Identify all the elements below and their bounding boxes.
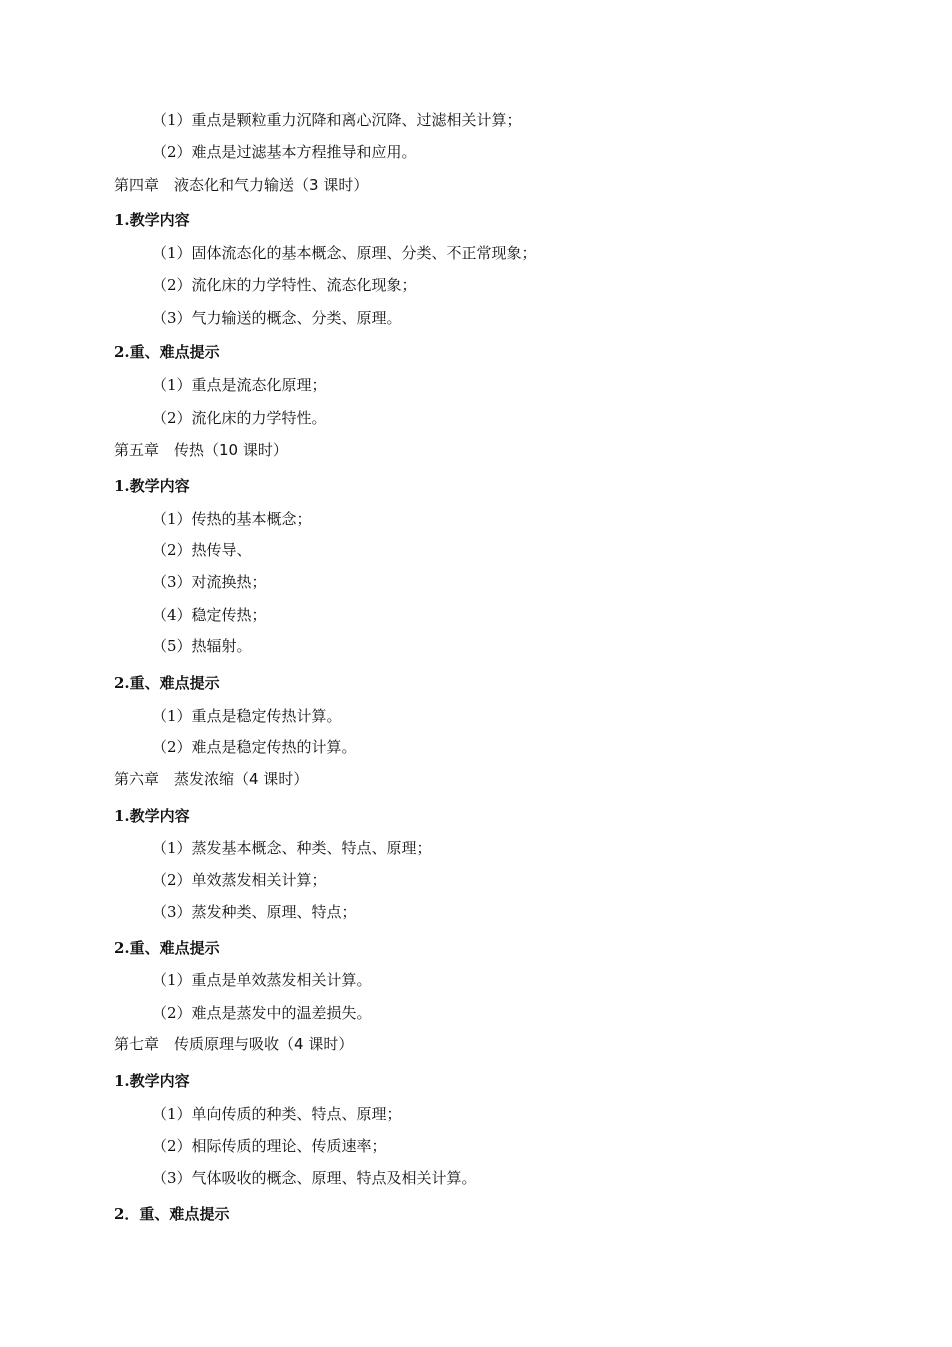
section-heading: 1.教学内容 [114, 211, 190, 229]
list-item: （2）单效蒸发相关计算； [152, 871, 327, 889]
list-item: （3）气力输送的概念、分类、原理。 [152, 309, 402, 327]
list-item: （2）相际传质的理论、传质速率； [152, 1137, 387, 1155]
section-heading: 1.教学内容 [114, 1072, 190, 1090]
section-heading: 2.重、难点提示 [114, 343, 220, 361]
list-item: （1）单向传质的种类、特点、原理； [152, 1105, 402, 1123]
list-item: （3）气体吸收的概念、原理、特点及相关计算。 [152, 1169, 477, 1187]
list-item: （1）重点是流态化原理； [152, 376, 327, 394]
list-item: （2）难点是蒸发中的温差损失。 [152, 1004, 372, 1022]
list-item: （1）固体流态化的基本概念、原理、分类、不正常现象； [152, 244, 537, 262]
list-item: （2）热传导、 [152, 541, 252, 559]
list-item: （1）重点是稳定传热计算。 [152, 707, 342, 725]
section-heading: 1.教学内容 [114, 807, 190, 825]
list-item: （5）热辐射。 [152, 637, 252, 655]
chapter-heading: 第七章 传质原理与吸收（4 课时） [114, 1035, 354, 1053]
list-item: （1）重点是颗粒重力沉降和离心沉降、过滤相关计算； [152, 111, 522, 129]
section-heading: 2.重、难点提示 [114, 939, 220, 957]
list-item: （2）流化床的力学特性、流态化现象； [152, 276, 417, 294]
list-item: （1）蒸发基本概念、种类、特点、原理； [152, 839, 432, 857]
list-item: （2）难点是稳定传热的计算。 [152, 738, 357, 756]
list-item: （3）对流换热； [152, 573, 267, 591]
section-heading: 2．重、难点提示 [114, 1205, 230, 1223]
list-item: （4）稳定传热； [152, 606, 267, 624]
list-item: （2）难点是过滤基本方程推导和应用。 [152, 143, 417, 161]
list-item: （1）传热的基本概念； [152, 510, 312, 528]
chapter-heading: 第六章 蒸发浓缩（4 课时） [114, 770, 309, 788]
chapter-heading: 第五章 传热（10 课时） [114, 441, 288, 459]
section-heading: 2.重、难点提示 [114, 674, 220, 692]
chapter-heading: 第四章 液态化和气力输送（3 课时） [114, 176, 369, 194]
section-heading: 1.教学内容 [114, 477, 190, 495]
list-item: （3）蒸发种类、原理、特点； [152, 903, 357, 921]
list-item: （2）流化床的力学特性。 [152, 409, 327, 427]
list-item: （1）重点是单效蒸发相关计算。 [152, 971, 372, 989]
